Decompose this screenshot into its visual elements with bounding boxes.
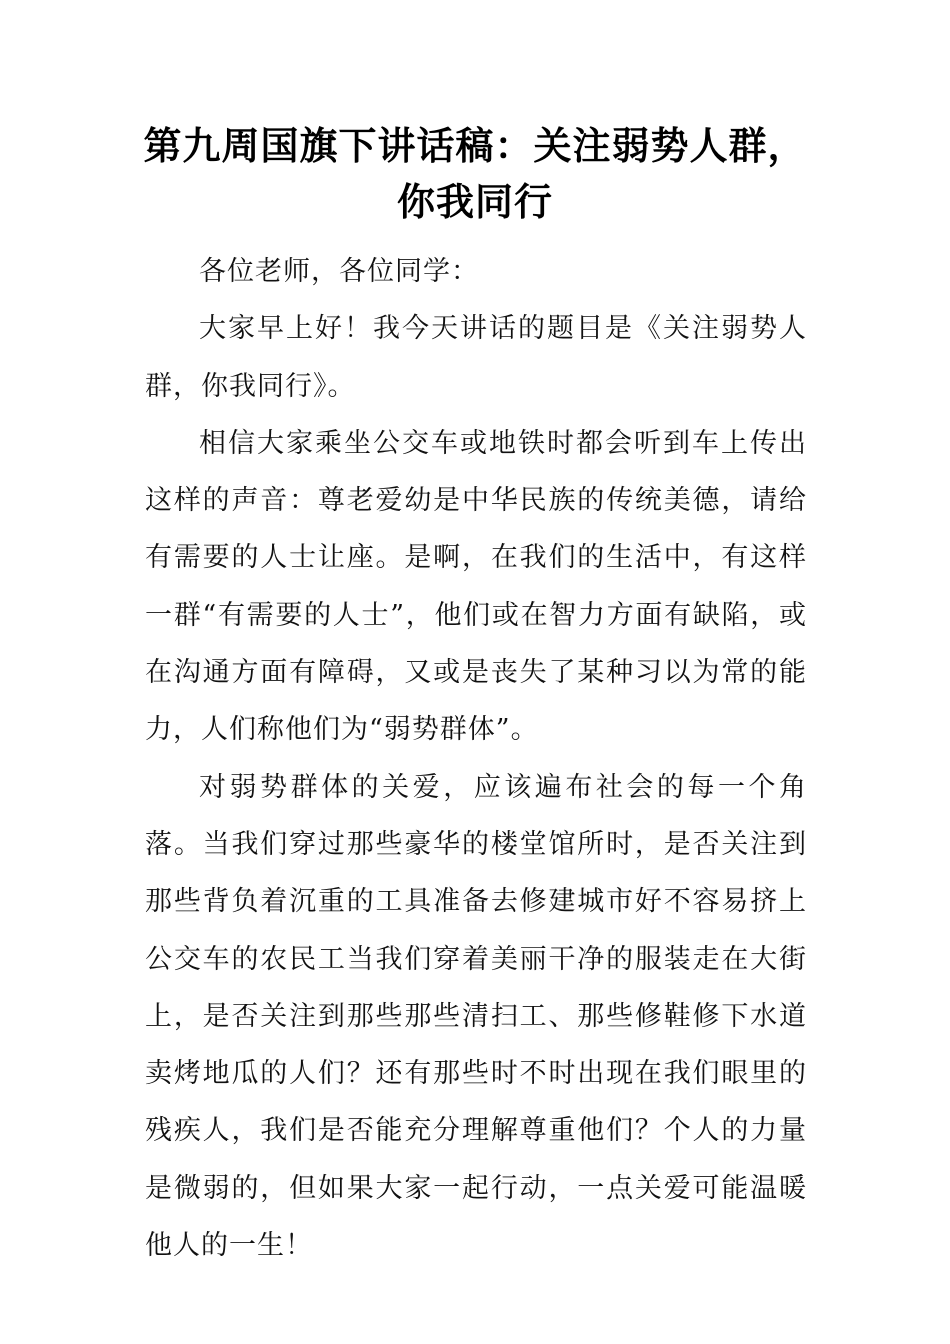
paragraph-call-to-care: 对弱势群体的关爱，应该遍布社会的每一个角落。当我们穿过那些豪华的楼堂馆所时，是否关注到那些背负着沉重的工具准备去修建城市好不容易挤上公交车的农民工当我们穿着美丽干净的服装走在大街上，是否关注到那些那些清扫工、那些修鞋修下水道卖烤地瓜的人们？还有那些时不时出现在我们眼里的残疾人，我们是否能充分理解尊重他们？个人的力量是微弱的，但如果大家一起行动，一点关爱可能温暖他人的一生！ xyxy=(145,771,807,1262)
document-title-line-2: 你我同行 xyxy=(396,180,553,224)
paragraph-greeting: 各位老师，各位同学： xyxy=(199,256,479,287)
document-title-line-1: 第九周国旗下讲话稿：关注弱势人群， xyxy=(143,124,807,168)
paragraph-intro: 大家早上好！我今天讲话的题目是《关注弱势人群，你我同行》。 xyxy=(145,313,807,402)
paragraph-vulnerable-groups: 相信大家乘坐公交车或地铁时都会听到车上传出这样的声音：尊老爱幼是中华民族的传统美德，请给有需要的人士让座。是啊，在我们的生活中，有这样一群“有需要的人士”，他们或在智力方面有缺陷，或在沟通方面有障碍，又或是丧失了某种习以为常的能力，人们称他们为“弱势群体”。 xyxy=(145,427,807,746)
document-body xyxy=(145,243,807,1274)
